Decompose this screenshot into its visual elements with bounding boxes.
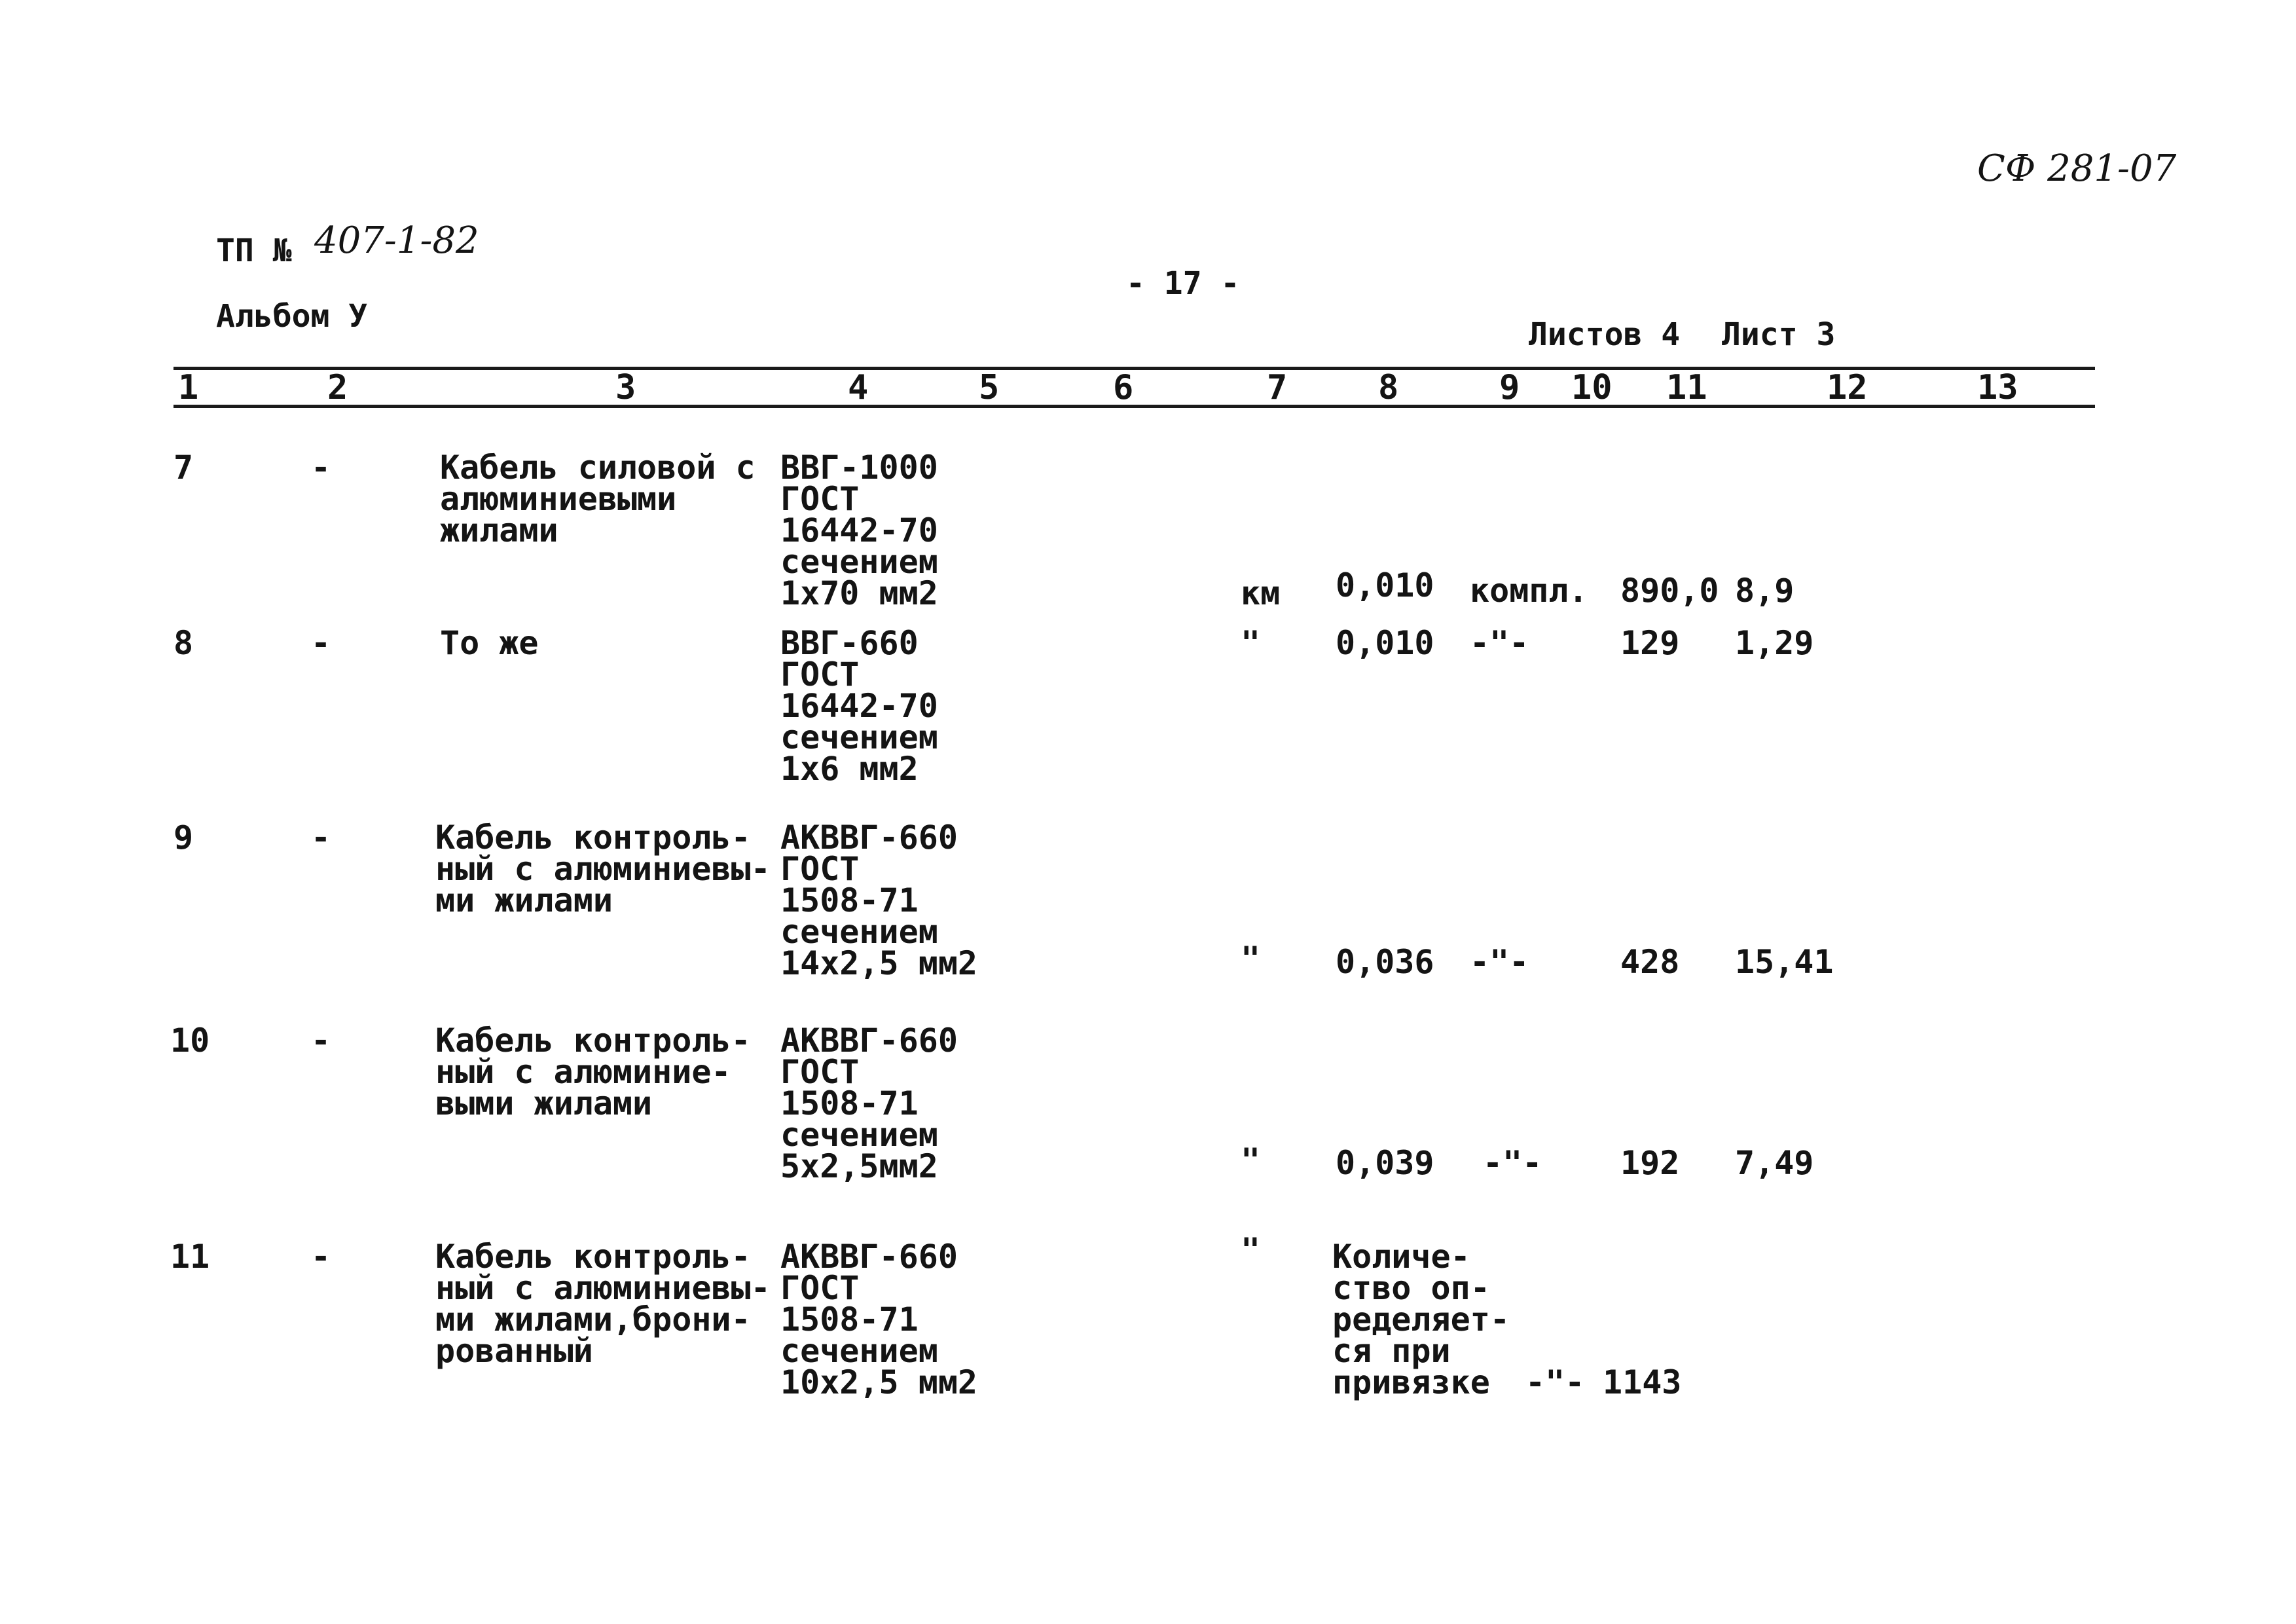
item-unit: " xyxy=(1241,624,1261,662)
item-unit: " xyxy=(1241,940,1261,978)
item-unit: " xyxy=(1241,1231,1261,1269)
item-price: 129 xyxy=(1620,624,1680,662)
item-total: 1,29 xyxy=(1735,624,1814,662)
item-quantity-note: Количе- ство оп- ределяет- ся при привязке xyxy=(1332,1238,1510,1401)
sheet-current: Лист 3 xyxy=(1722,316,1836,353)
item-total: 7,49 xyxy=(1735,1144,1814,1182)
column-number: 11 xyxy=(1666,368,1707,407)
row-number: 9 xyxy=(173,819,194,857)
item-spec: ВВГ-660 ГОСТ 16442-70 сечением 1х6 мм2 xyxy=(780,624,938,788)
item-price: 890,0 xyxy=(1620,572,1719,610)
row-dash: - xyxy=(311,1238,331,1276)
row-number: 11 xyxy=(170,1238,210,1276)
header-top-rule xyxy=(173,367,2095,370)
project-number: 407-1-82 xyxy=(314,219,479,262)
item-unit: " xyxy=(1241,1141,1261,1179)
item-name: Кабель силовой с алюминиевыми жилами xyxy=(440,449,756,549)
row-dash: - xyxy=(311,449,331,487)
row-dash: - xyxy=(311,1022,331,1060)
row-number: 7 xyxy=(173,449,194,487)
item-total: 15,41 xyxy=(1735,943,1834,981)
row-dash: - xyxy=(311,624,331,662)
project-prefix: ТП № xyxy=(216,232,292,269)
item-spec: ВВГ-1000 ГОСТ 16442-70 сечением 1х70 мм2 xyxy=(780,449,938,612)
column-number: 7 xyxy=(1267,368,1288,407)
item-price: 1143 xyxy=(1603,1363,1682,1401)
column-number: 12 xyxy=(1827,368,1868,407)
item-price: 192 xyxy=(1620,1144,1680,1182)
row-number: 8 xyxy=(173,624,194,662)
column-number: 4 xyxy=(848,368,869,407)
header-bottom-rule xyxy=(173,405,2095,408)
album-label: Альбом У xyxy=(216,298,368,335)
column-number: 10 xyxy=(1571,368,1613,407)
item-unit-secondary: -"- xyxy=(1525,1363,1585,1401)
column-number: 13 xyxy=(1977,368,2018,407)
item-quantity: 0,010 xyxy=(1336,624,1434,662)
column-number: 9 xyxy=(1499,368,1520,407)
item-unit-secondary: компл. xyxy=(1470,572,1588,610)
row-number: 10 xyxy=(170,1022,210,1060)
item-quantity: 0,039 xyxy=(1336,1144,1434,1182)
document-stamp: СФ 281-07 xyxy=(1977,147,2177,190)
sheets-total: Листов 4 xyxy=(1529,316,1681,353)
item-unit: км xyxy=(1241,574,1281,612)
item-unit-secondary: -"- xyxy=(1470,943,1529,981)
column-number: 3 xyxy=(615,368,636,407)
item-unit-secondary: -"- xyxy=(1483,1144,1542,1182)
item-name: Кабель контроль- ный с алюминие- выми жилами xyxy=(435,1022,751,1122)
item-price: 428 xyxy=(1620,943,1680,981)
column-number: 8 xyxy=(1378,368,1399,407)
column-number: 6 xyxy=(1113,368,1134,407)
item-name: Кабель контроль- ный с алюминиевы- ми жилами xyxy=(435,819,771,919)
item-spec: АКВВГ-660 ГОСТ 1508-71 сечением 5х2,5мм2 xyxy=(780,1022,958,1185)
item-spec: АКВВГ-660 ГОСТ 1508-71 сечением 14х2,5 мм2 xyxy=(780,819,978,982)
item-spec: АКВВГ-660 ГОСТ 1508-71 сечением 10х2,5 мм2 xyxy=(780,1238,978,1401)
item-name: Кабель контроль- ный с алюминиевы- ми жилами,брони- рованный xyxy=(435,1238,771,1370)
page-number: - 17 - xyxy=(1126,265,1240,302)
item-quantity: 0,036 xyxy=(1336,943,1434,981)
row-dash: - xyxy=(311,819,331,857)
item-unit-secondary: -"- xyxy=(1470,624,1529,662)
item-name: То же xyxy=(440,624,539,662)
item-quantity: 0,010 xyxy=(1336,566,1434,604)
column-number: 5 xyxy=(979,368,1000,407)
column-number: 1 xyxy=(178,368,199,407)
column-number: 2 xyxy=(327,368,348,407)
item-total: 8,9 xyxy=(1735,572,1795,610)
